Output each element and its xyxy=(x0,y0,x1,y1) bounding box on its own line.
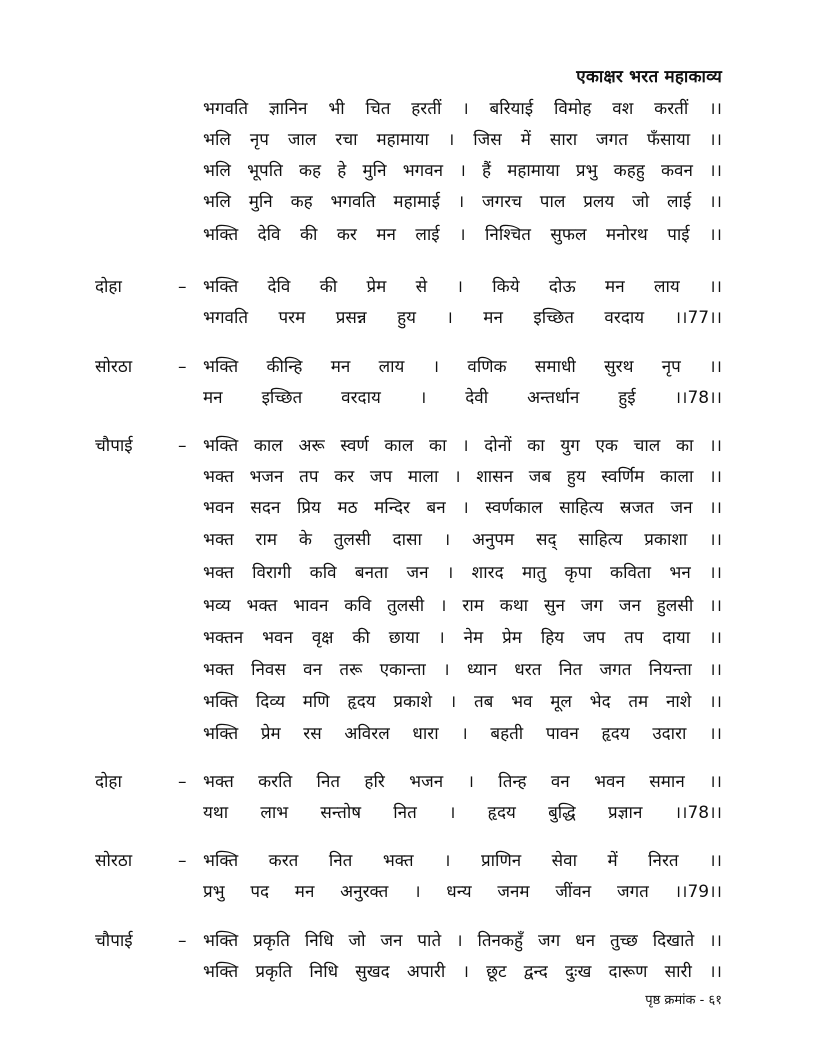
verse-line: भक्ति दिव्य मणि हृदय प्रकाशे । तब भव मूल भेद तम नाशे ।। xyxy=(203,692,722,712)
book-title-header: एकाक्षर भरत महाकाव्य xyxy=(576,67,722,87)
verse-line: भगवति परम प्रसन्न हुय । मन इच्छित वरदाय ।।77।। xyxy=(203,308,722,328)
verse-line: भलि मुनि कह भगवति महामाई । जगरच पाल प्रलय जो लाई ।। xyxy=(203,192,722,212)
verse-type-label: सोरठा xyxy=(95,851,133,871)
label-dash: – xyxy=(178,357,187,377)
label-dash: – xyxy=(178,931,187,951)
verse-line: भक्त भजन तप कर जप माला । शासन जब हुय स्वर्णिम काला ।। xyxy=(203,467,722,487)
verse-line: भक्ति देवि की प्रेम से । किये दोऊ मन लाय ।। xyxy=(203,277,722,297)
verse-line: मन इच्छित वरदाय । देवी अन्तर्धान हुई ।।78।। xyxy=(203,388,722,408)
verse-line: भक्ति कीन्हि मन लाय । वणिक समाधी सुरथ नृप ।। xyxy=(203,357,722,377)
verse-line: भलि नृप जाल रचा महामाया । जिस में सारा जगत फँसाया ।। xyxy=(203,130,722,150)
verse-line: भक्ति प्रकृति निधि सुखद अपारी । छूट द्वन्द दुःख दारूण सारी ।। xyxy=(203,962,722,982)
verse-line: भलि भूपति कह हे मुनि भगवन । हैं महामाया प्रभु कहहु कवन ।। xyxy=(203,161,722,181)
verse-line: भव्य भक्त भावन कवि तुलसी । राम कथा सुन जग जन हुलसी ।। xyxy=(203,596,722,616)
verse-type-label: चौपाई xyxy=(95,436,133,456)
verse-type-label: दोहा xyxy=(95,772,122,792)
verse-type-label: चौपाई xyxy=(95,931,133,951)
label-dash: – xyxy=(178,277,187,297)
verse-line: भक्ति करत नित भक्त । प्राणिन सेवा में निरत ।। xyxy=(203,851,722,871)
verse-line: भक्त निवस वन तरू एकान्ता । ध्यान धरत नित जगत नियन्ता ।। xyxy=(203,660,722,680)
page-number: पृष्ठ क्रमांक - ६१ xyxy=(645,993,722,1008)
verse-line: यथा लाभ सन्तोष नित । हृदय बुद्धि प्रज्ञान ।।78।। xyxy=(203,803,722,823)
verse-line: भक्ति काल अरू स्वर्ण काल का । दोनों का युग एक चाल का ।। xyxy=(203,436,722,456)
verse-line: भक्ति प्रकृति निधि जो जन पाते । तिनकहुँ जग धन तुच्छ दिखाते ।। xyxy=(203,931,722,951)
label-dash: – xyxy=(178,851,187,871)
verse-line: भक्ति देवि की कर मन लाई । निश्चित सुफल मनोरथ पाई ।। xyxy=(203,225,722,245)
verse-type-label: सोरठा xyxy=(95,357,133,377)
verse-line: भक्त विरागी कवि बनता जन । शारद मातु कृपा कविता भन ।। xyxy=(203,563,722,583)
verse-line: भक्ति प्रेम रस अविरल धारा । बहती पावन हृदय उदारा ।। xyxy=(203,724,722,744)
verse-line: भवन सदन प्रिय मठ मन्दिर बन । स्वर्णकाल साहित्य स्रजत जन ।। xyxy=(203,498,722,518)
label-dash: – xyxy=(178,436,187,456)
verse-type-label: दोहा xyxy=(95,277,122,297)
verse-line: भगवति ज्ञानिन भी चित हरतीं । बरियाई विमोह वश करतीं ।। xyxy=(203,99,722,119)
verse-line: भक्त करति नित हरि भजन । तिन्ह वन भवन समान ।। xyxy=(203,772,722,792)
verse-line: भक्त राम के तुलसी दासा । अनुपम सद् साहित्य प्रकाशा ।। xyxy=(203,530,722,550)
verse-line: भक्तन भवन वृक्ष की छाया । नेम प्रेम हिय जप तप दाया ।। xyxy=(203,628,722,648)
verse-line: प्रभु पद मन अनुरक्त । धन्य जनम जींवन जगत ।।79।। xyxy=(203,882,722,902)
label-dash: – xyxy=(178,772,187,792)
